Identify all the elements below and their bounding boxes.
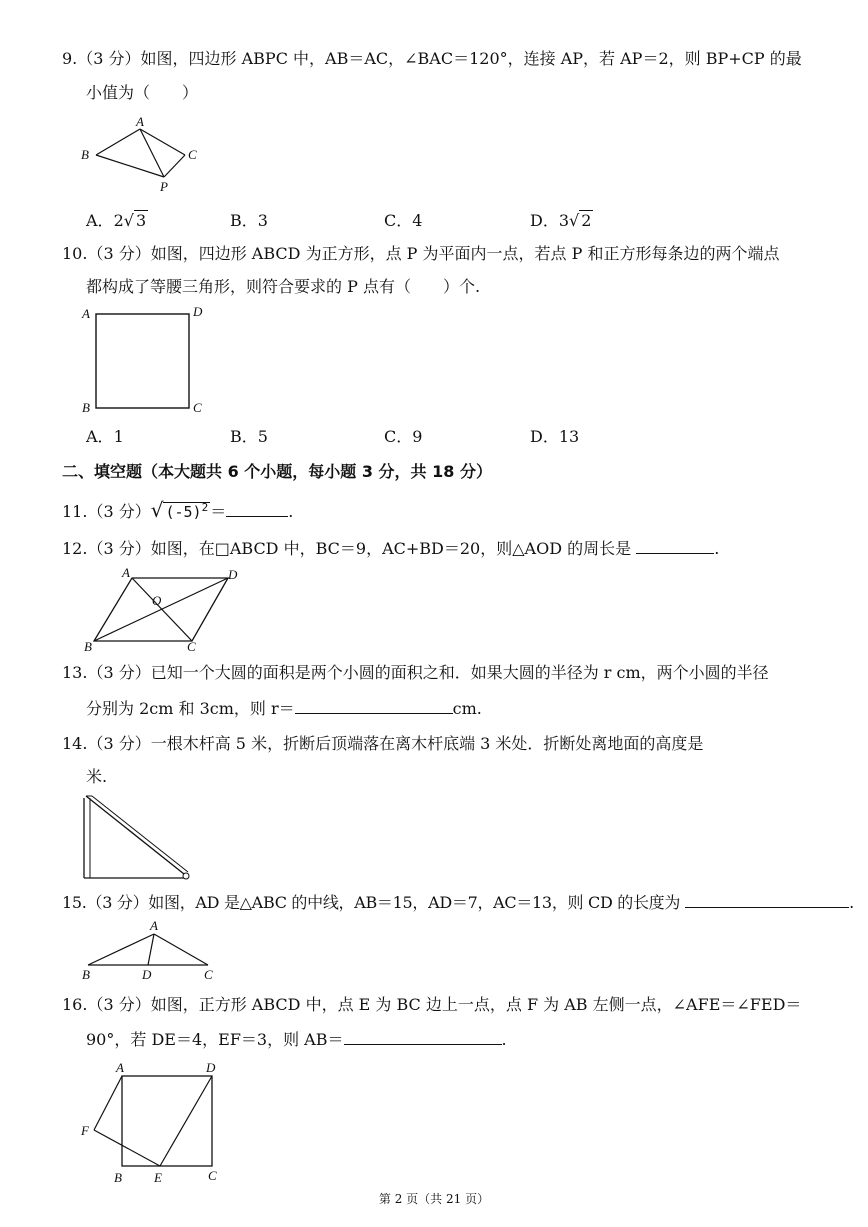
q12-stem: 12.（3 分）如图，在□ABCD 中，BC＝9，AC+BD＝20，则△AOD 的周长是 . [62, 539, 720, 558]
q10-label-a: A [82, 306, 90, 321]
q16-label-e: E [154, 1170, 162, 1185]
q9-label-p: P [160, 179, 168, 194]
q10-label-c: C [193, 400, 202, 415]
q16-stem-line2: 90°，若 DE＝4，EF＝3，则 AB＝ . [86, 1030, 507, 1049]
q13-stem-line1: 13.（3 分）已知一个大圆的面积是两个小圆的面积之和．如果大圆的半径为 r cm，两个小圆的半径 [62, 663, 769, 682]
q10-option-a: A．1 [86, 427, 124, 446]
q10-label-b: B [82, 400, 90, 415]
q10-stem-line1: 10.（3 分）如图，四边形 ABCD 为正方形，点 P 为平面内一点，若点 P 和正方形每条边的两个端点 [62, 244, 780, 263]
q14-stem-line1: 14.（3 分）一根木杆高 5 米，折断后顶端落在离木杆底端 3 米处．折断处离地面的高度是 [62, 734, 704, 753]
q14-stem-line2: 米. [86, 767, 108, 786]
q10-option-b: B．5 [230, 427, 268, 446]
q9-option-d: D．3√ 2 [530, 211, 592, 230]
q16-figure [76, 1058, 236, 1190]
q14-figure [76, 792, 196, 888]
q16-label-b: B [114, 1170, 122, 1185]
q10-figure [78, 302, 218, 424]
q15-label-a: A [150, 918, 158, 933]
q15-figure [78, 916, 228, 988]
q13-stem-line2: 分别为 2cm 和 3cm，则 r＝ cm. [86, 699, 482, 718]
q11-stem: 11.（3 分）√ $(-5)^2$ ＝ . [62, 498, 294, 522]
q10-option-d: D．13 [530, 427, 580, 446]
q12-figure [78, 565, 248, 659]
q16-answer-blank [344, 1028, 502, 1045]
q9-figure [78, 115, 208, 199]
q11-answer-blank [226, 500, 288, 517]
q9-option-a: A．2√ 3 [86, 211, 147, 230]
q12-label-b: B [84, 639, 92, 654]
q16-label-c: C [208, 1168, 217, 1183]
q16-label-d: D [206, 1060, 216, 1075]
q15-label-b: B [82, 967, 90, 982]
q12-label-c: C [187, 639, 196, 654]
q9-stem-line2: 小值为（ ） [86, 83, 199, 102]
q9-label-a: A [136, 115, 144, 129]
q9-label-c: C [188, 147, 197, 162]
q9-option-c: C．4 [384, 211, 423, 230]
q16-label-f: F [81, 1123, 89, 1138]
q15-label-c: C [204, 967, 213, 982]
q10-option-c: C．9 [384, 427, 423, 446]
q9-stem-line1: 9.（3 分）如图，四边形 ABPC 中，AB＝AC，∠BAC＝120°，连接 AP，若 AP＝2，则 BP+CP 的最 [62, 49, 802, 68]
q15-label-d: D [142, 967, 152, 982]
q12-label-o: O [152, 593, 162, 608]
q12-label-d: D [228, 567, 238, 582]
page-footer: 第 2 页（共 21 页） [378, 1192, 490, 1206]
q9-label-b: B [81, 147, 89, 162]
q16-label-a: A [116, 1060, 124, 1075]
q12-label-a: A [122, 565, 130, 580]
section-heading: 二、填空题（本大题共 6 个小题，每小题 3 分，共 18 分） [62, 462, 492, 481]
q15-answer-blank [685, 891, 849, 908]
q16-stem-line1: 16.（3 分）如图，正方形 ABCD 中，点 E 为 BC 边上一点，点 F 为 AB 左侧一点，∠AFE＝∠FED＝ [62, 995, 802, 1014]
q13-answer-blank [295, 697, 453, 714]
q12-answer-blank [636, 537, 714, 554]
q15-stem: 15.（3 分）如图，AD 是△ABC 的中线，AB＝15，AD＝7，AC＝13，则 CD 的长度为 . [62, 893, 855, 912]
q10-label-d: D [193, 304, 203, 319]
q10-stem-line2: 都构成了等腰三角形，则符合要求的 P 点有（ ）个. [86, 277, 481, 296]
q9-option-b: B．3 [230, 211, 268, 230]
